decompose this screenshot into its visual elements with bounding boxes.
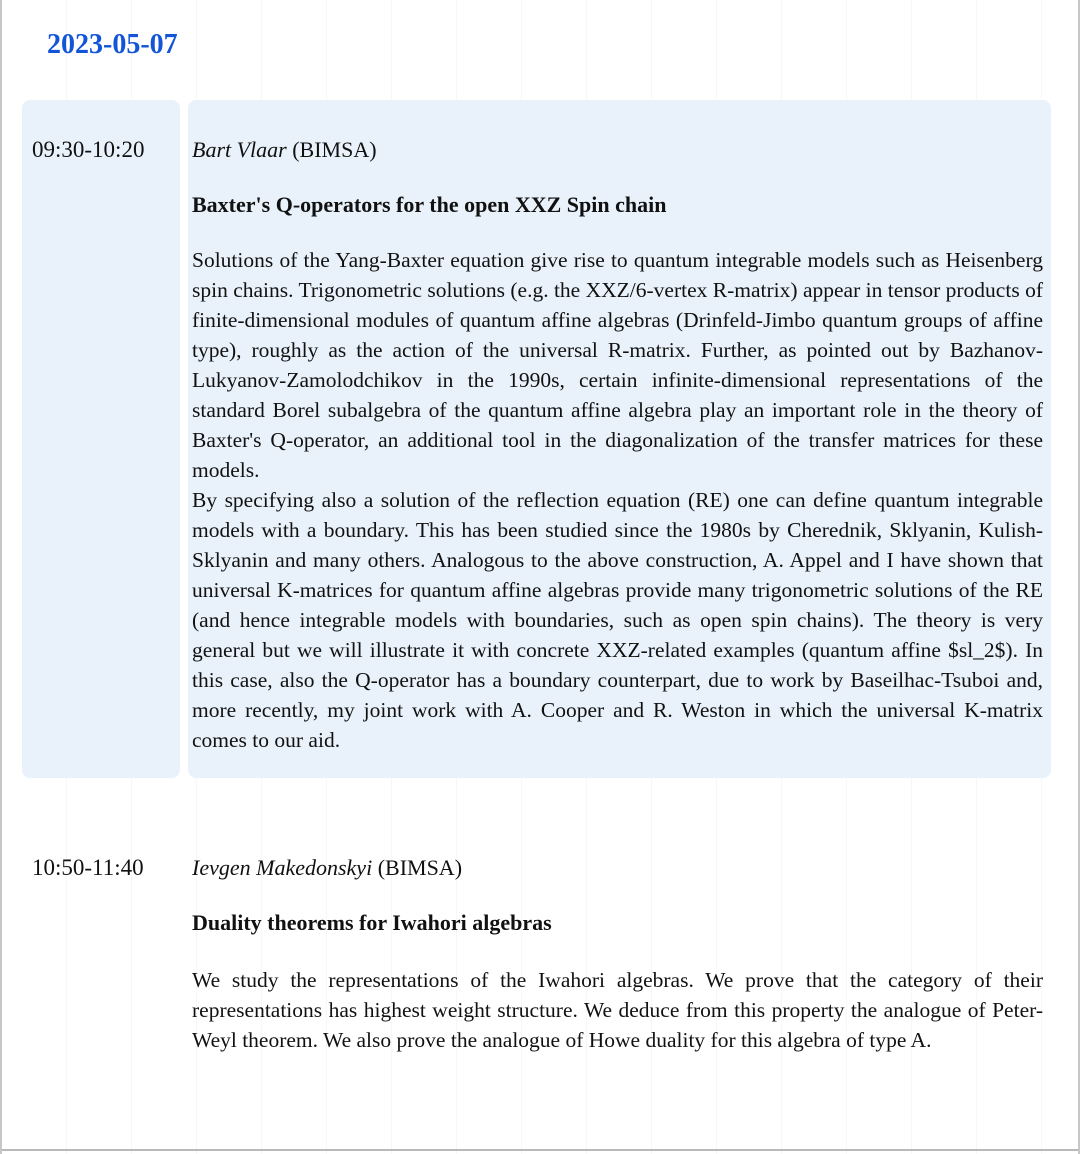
speaker-line bbox=[192, 135, 1043, 165]
session-content bbox=[188, 100, 1051, 778]
session-content bbox=[188, 818, 1051, 1078]
speaker-line bbox=[192, 853, 1043, 883]
session-row bbox=[22, 818, 1051, 1078]
abstract-paragraph: Solutions of the Yang-Baxter equation give rise to quantum integrable models such as Heisenberg spin chains. Trigonometric solutions (e.g. the XXZ/6-vertex R-matrix) appear in tensor products of finite-dimensional modules of quantum affine algebras (Drinfeld-Jimbo quantum groups of affine type), roughly as the action of the universal R-matrix. Further, as pointed out by Bazhanov-Lukyanov-Zamolodchikov in the 1990s, certain infinite-dimensional representations of the standard Borel subalgebra of the quantum affine algebra play an important role in the theory of Baxter's Q-operator, an additional tool in the diagonalization of the transfer matrices for these models. bbox=[192, 248, 1043, 482]
speaker-affiliation: (BIMSA) bbox=[286, 137, 377, 162]
session-time: 09:30-10:20 bbox=[22, 100, 180, 778]
session-abstract bbox=[192, 965, 1043, 1055]
abstract-paragraph: We study the representations of the Iwahori algebras. We prove that the category of their representations has highest weight structure. We deduce from this property the analogue of Peter-Weyl theorem. We also prove the analogue of Howe duality for this algebra of type A. bbox=[192, 968, 1043, 1052]
session-time: 10:50-11:40 bbox=[32, 855, 144, 880]
schedule-list bbox=[2, 100, 1078, 1078]
session-abstract bbox=[192, 245, 1043, 755]
speaker-name: Bart Vlaar bbox=[192, 137, 287, 162]
page-bottom-divider bbox=[2, 1149, 1078, 1151]
session-title: Baxter's Q-operators for the open XXZ Spin chain bbox=[192, 192, 667, 217]
abstract-paragraph: By specifying also a solution of the reflection equation (RE) one can define quantum integrable models with a boundary. This has been studied since the 1980s by Cherednik, Sklyanin, Kulish-Sklyanin and many others. Analogous to the above construction, A. Appel and I have shown that universal K-matrices for quantum affine algebras provide many trigonometric solutions of the RE (and hence integrable models with boundaries, such as open spin chains). The theory is very general but we will illustrate it with concrete XXZ-related examples (quantum affine $sl_2$). In this case, also the Q-operator has a boundary counterpart, due to work by Baseilhac-Tsuboi and, more recently, my joint work with A. Cooper and R. Weston in which the universal K-matrix comes to our aid. bbox=[192, 488, 1043, 752]
session-title: Duality theorems for Iwahori algebras bbox=[192, 910, 552, 935]
session-row bbox=[22, 100, 1051, 778]
speaker-affiliation: (BIMSA) bbox=[372, 855, 463, 880]
speaker-name: Ievgen Makedonskyi bbox=[192, 855, 373, 880]
date-heading: 2023-05-07 bbox=[47, 29, 178, 60]
